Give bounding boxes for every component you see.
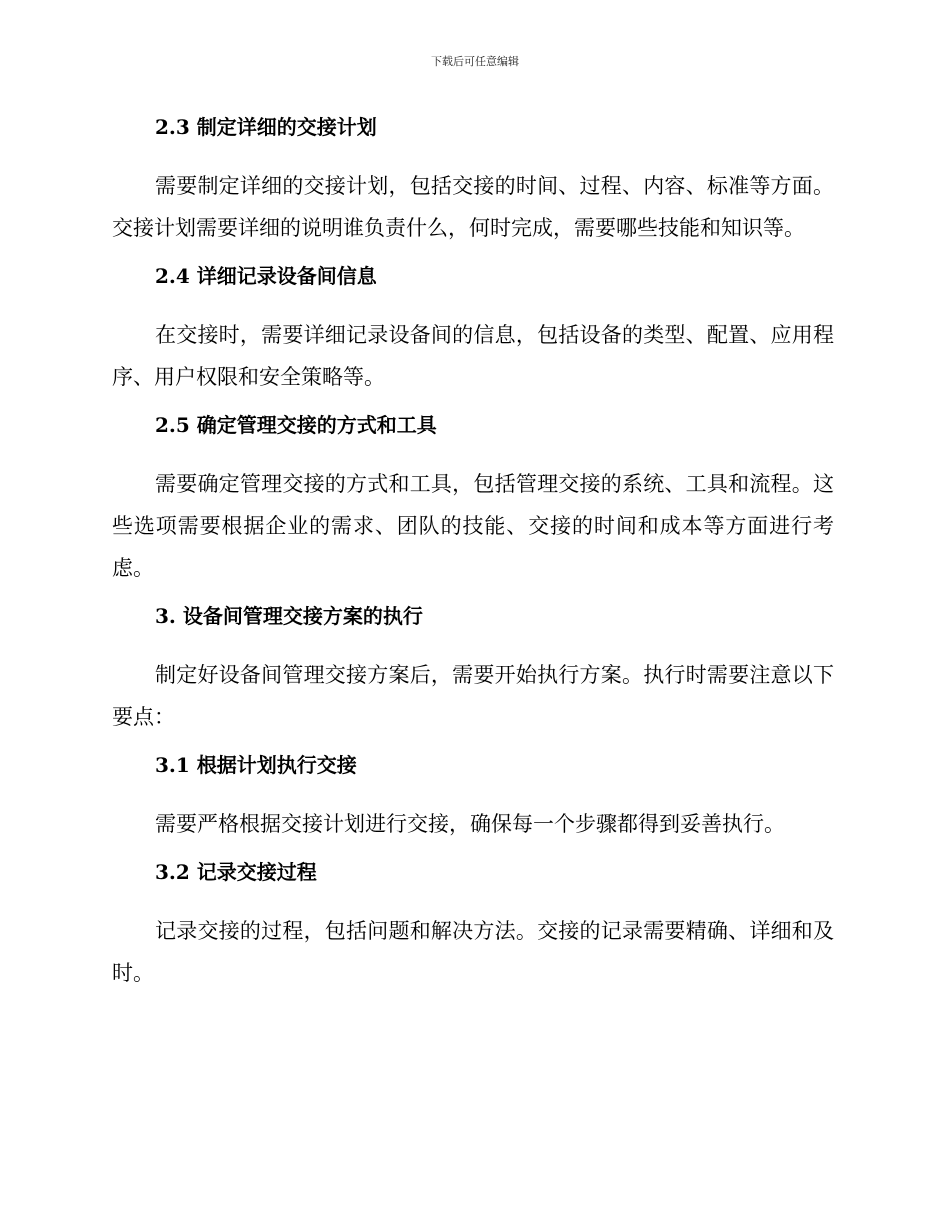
page-header: 下载后可任意编辑 [431,55,519,68]
section-heading: 3. 设备间管理交接方案的执行 [155,604,423,628]
document-body [112,111,834,1005]
section-paragraph: 在交接时，需要详细记录设备间的信息，包括设备的类型、配置、应用程序、用户权限和安全策略等。 [112,323,834,389]
section-paragraph: 需要制定详细的交接计划，包括交接的时间、过程、内容、标准等方面。交接计划需要详细的说明谁负责什么，何时完成，需要哪些技能和知识等。 [112,174,834,240]
section-paragraph: 需要确定管理交接的方式和工具，包括管理交接的系统、工具和流程。这些选项需要根据企业的需求、团队的技能、交接的时间和成本等方面进行考虑。 [112,472,834,580]
section-heading: 3.1 根据计划执行交接 [155,753,357,777]
section-paragraph: 制定好设备间管理交接方案后，需要开始执行方案。执行时需要注意以下要点： [112,663,834,729]
section-heading: 2.5 确定管理交接的方式和工具 [155,413,437,437]
section-paragraph: 记录交接的过程，包括问题和解决方法。交接的记录需要精确、详细和及时。 [112,919,834,985]
section-paragraph: 需要严格根据交接计划进行交接，确保每一个步骤都得到妥善执行。 [155,812,785,836]
section-heading: 2.4 详细记录设备间信息 [155,264,377,288]
section-heading: 2.3 制定详细的交接计划 [155,115,377,139]
section-heading: 3.2 记录交接过程 [155,860,317,884]
